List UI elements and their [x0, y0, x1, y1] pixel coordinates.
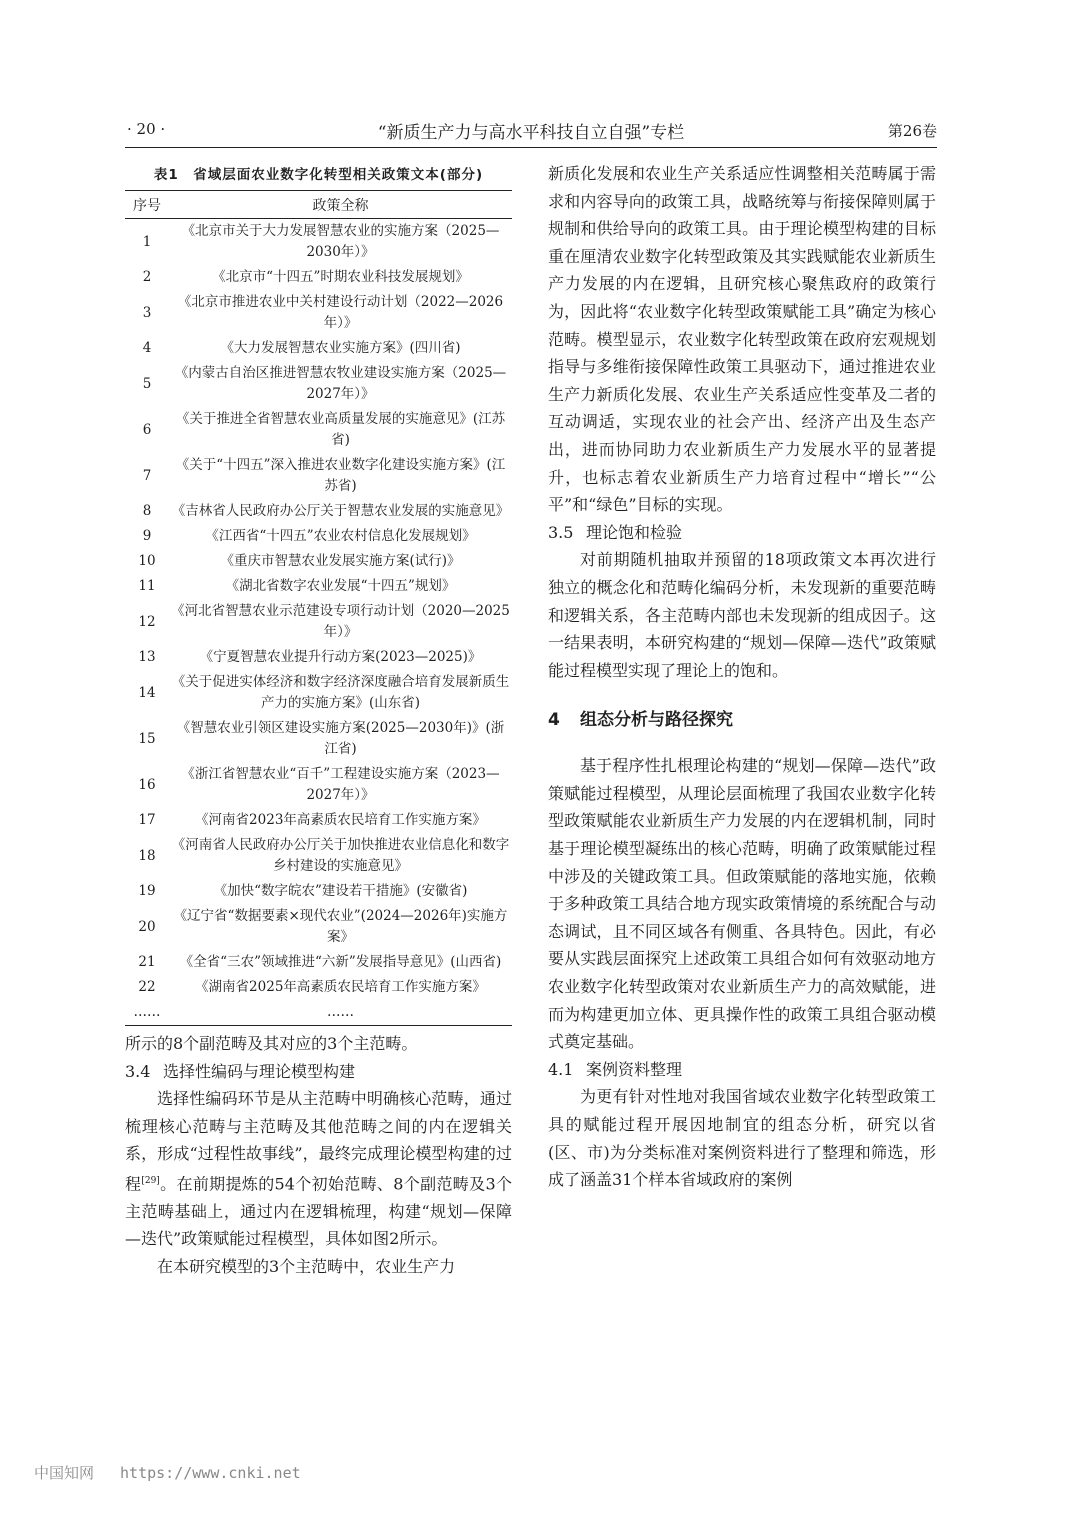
section-4-title: 组态分析与路径探究	[580, 710, 733, 731]
row-index: 3	[142, 304, 152, 321]
row-policy-name: 《河南省人民政府办公厅关于加快推进农业信息化和数字乡村建设的实施意见》	[171, 837, 510, 874]
table-row	[125, 975, 512, 1000]
running-header	[125, 116, 937, 146]
cnki-url[interactable]: https://www.cnki.net	[120, 1464, 301, 1482]
table-row	[125, 808, 512, 833]
row-policy-name: 《河南省2023年高素质农民培育工作实施方案》	[195, 812, 486, 828]
row-index: 6	[142, 421, 152, 438]
row-policy-name: 《北京市“十四五”时期农业科技发展规划》	[212, 269, 469, 285]
section-3-4-title: 选择性编码与理论模型构建	[163, 1061, 356, 1081]
section-3-5-title: 理论饱和检验	[586, 522, 683, 542]
table-row	[125, 716, 512, 762]
table-row	[125, 950, 512, 975]
footer-watermark	[34, 1462, 301, 1483]
right-paragraph-2: 对前期随机抽取并预留的18项政策文本再次进行独立的概念化和范畴化编码分析，未发现新的重要范畴和逻辑关系，各主范畴内部也未发现新的组成因子。这一结果表明，本研究构建的“规划—保障—迭代”政策赋能过程模型实现了理论上的饱和。	[548, 550, 936, 680]
row-policy-name: 《智慧农业引领区建设实施方案(2025—2030年)》(浙江省)	[176, 720, 505, 757]
header-rule	[125, 147, 937, 148]
row-policy-name: 《吉林省人民政府办公厅关于智慧农业发展的实施意见》	[171, 503, 510, 519]
row-policy-name: ……	[169, 1000, 512, 1026]
citation-29: [29]	[141, 1175, 160, 1186]
table-row	[125, 407, 512, 453]
row-policy-name: 《关于推进全省智慧农业高质量发展的实施意见》(江苏省)	[175, 411, 506, 448]
row-index: 22	[138, 979, 156, 995]
right-paragraph-3: 基于程序性扎根理论构建的“规划—保障—迭代”政策赋能过程模型，从理论层面梳理了我国农业数字化转型政策赋能农业新质生产力发展的内在逻辑机制，同时基于理论模型凝练出的核心范畴，明确了政策赋能过程中涉及的关键政策工具。但政策赋能的落地实施，依赖于多种政策工具结合地方现实政策情境的系统配合与动态调试，且不同区域各有侧重、各具特色。因此，有必要从实践层面探究上述政策工具组合如何有效驱动地方农业数字化转型政策对农业新质生产力的高效赋能，进而为构建更加立体、更具操作性的政策工具组合驱动模式奠定基础。	[548, 756, 936, 1052]
left-paragraph-2-a: 选择性编码环节是从主范畴中明确核心范畴，通过梳理核心范畴与主范畴及其他范畴之间的内在逻辑关系，形成“过程性故事线”，最终完成理论模型构建的过程	[125, 1089, 512, 1194]
policy-table	[125, 190, 512, 1026]
row-index: 17	[138, 812, 156, 828]
row-policy-name: 《北京市推进农业中关村建设行动计划（2022—2026年）》	[177, 294, 504, 331]
page-number: · 20 ·	[127, 120, 166, 138]
row-policy-name: 《浙江省智慧农业“百千”工程建设实施方案（2023—2027年）》	[181, 766, 500, 803]
section-3-5-heading	[548, 519, 936, 547]
left-paragraph-3: 在本研究模型的3个主范畴中，农业生产力	[157, 1257, 456, 1277]
table-row	[125, 645, 512, 670]
right-column	[548, 160, 936, 1194]
row-index: 1	[142, 233, 152, 250]
row-policy-name: 《全省“三农”领域推进“六新”发展指导意见》(山西省)	[179, 954, 502, 970]
row-index: 13	[138, 649, 156, 665]
table-row	[125, 549, 512, 574]
table-row	[125, 599, 512, 645]
section-4-1-heading	[548, 1056, 936, 1084]
section-4-number: 4	[548, 710, 560, 731]
table-row	[125, 904, 512, 950]
row-index: 9	[142, 528, 152, 544]
row-index: 10	[138, 553, 156, 569]
row-index: 16	[138, 776, 156, 793]
row-index: 2	[142, 269, 152, 285]
right-paragraph-1: 新质化发展和农业生产关系适应性调整相关范畴属于需求和内容导向的政策工具，战略统筹与衔接保障则属于规制和供给导向的政策工具。由于理论模型构建的目标重在厘清农业数字化转型政策及其实践赋能农业新质生产力发展的内在逻辑，且研究核心聚焦政府的政策行为，因此将“农业数字化转型政策赋能工具”确定为核心范畴。模型显示，农业数字化转型政策在政府宏观规划指导与多维衔接保障性政策工具驱动下，通过推进农业生产力新质化发展、农业生产关系适应性变革及二者的互动调适，实现农业的社会产出、经济产出及生态产出，进而协同助力农业新质生产力发展水平的显著提升，也标志着农业新质生产力培育过程中“增长”“公平”和“绿色”目标的实现。	[548, 164, 936, 515]
row-policy-name: 《宁夏智慧农业提升行动方案(2023—2025)》	[199, 649, 482, 665]
row-index: 21	[138, 954, 156, 970]
row-index: 20	[138, 918, 156, 935]
row-policy-name: 《重庆市智慧农业发展实施方案(试行)》	[220, 553, 461, 569]
section-4-heading	[548, 706, 936, 734]
row-index: ……	[125, 1000, 169, 1026]
row-index: 11	[138, 578, 156, 594]
row-policy-name: 《加快“数字皖农”建设若干措施》(安徽省)	[213, 883, 468, 899]
table-row	[125, 265, 512, 290]
table-row	[125, 1000, 512, 1026]
row-index: 7	[142, 467, 152, 484]
section-3-4-number: 3.4	[125, 1061, 151, 1081]
row-index: 4	[142, 340, 152, 356]
table-row	[125, 499, 512, 524]
table-row	[125, 336, 512, 361]
table-row	[125, 574, 512, 599]
section-4-1-number: 4.1	[548, 1059, 574, 1079]
section-3-4-heading	[125, 1058, 512, 1086]
row-policy-name: 《辽宁省“数据要素×现代农业”(2024—2026年)实施方案》	[173, 908, 508, 945]
section-3-5-number: 3.5	[548, 522, 574, 542]
row-policy-name: 《内蒙古自治区推进智慧农牧业建设实施方案（2025—2027年）》	[174, 365, 507, 402]
table-row	[125, 879, 512, 904]
row-index: 14	[138, 684, 156, 701]
right-paragraph-4: 为更有针对性地对我国省域农业数字化转型政策工具的赋能过程开展因地制宜的组态分析，研究以省(区、市)为分类标准对案例资料进行了整理和筛选，形成了涵盖31个样本省域政府的案例	[548, 1087, 936, 1190]
row-policy-name: 《关于“十四五”深入推进农业数字化建设实施方案》(江苏省)	[175, 457, 506, 494]
table-row	[125, 524, 512, 549]
row-policy-name: 《大力发展智慧农业实施方案》(四川省)	[220, 340, 461, 356]
table-header-name: 政策全称	[169, 191, 512, 219]
row-policy-name: 《北京市关于大力发展智慧农业的实施方案（2025—2030年）》	[181, 223, 500, 260]
table-row	[125, 833, 512, 879]
table-row	[125, 361, 512, 407]
row-index: 8	[142, 503, 152, 519]
table-row	[125, 670, 512, 716]
left-paragraph-2-b: 。在前期提炼的54个初始范畴、8个副范畴及3个主范畴基础上，通过内在逻辑梳理，构建“规划—保障—迭代”政策赋能过程模型，具体如图2所示。	[125, 1174, 512, 1249]
table-header-index: 序号	[125, 191, 169, 219]
section-4-1-title: 案例资料整理	[586, 1059, 683, 1079]
cnki-brand: 中国知网	[34, 1464, 95, 1482]
row-index: 5	[142, 375, 152, 392]
left-paragraph-2	[125, 1085, 512, 1253]
row-policy-name: 《江西省“十四五”农业农村信息化发展规划》	[205, 528, 476, 544]
column-title: “新质生产力与高水平科技自立自强”专栏	[377, 123, 685, 143]
row-policy-name: 《湖北省数字农业发展“十四五”规划》	[225, 578, 456, 594]
row-index: 12	[138, 613, 156, 630]
volume-label: 第26卷	[887, 122, 937, 140]
left-column	[125, 160, 512, 1281]
row-index: 18	[138, 847, 156, 864]
table-row	[125, 762, 512, 808]
row-index: 19	[138, 883, 156, 899]
table-caption: 表1 省域层面农业数字化转型相关政策文本(部分)	[153, 167, 484, 183]
left-paragraph-1: 所示的8个副范畴及其对应的3个主范畴。	[125, 1034, 418, 1053]
table-row	[125, 290, 512, 336]
row-index: 15	[138, 730, 156, 747]
row-policy-name: 《关于促进实体经济和数字经济深度融合培育发展新质生产力的实施方案》(山东省)	[171, 674, 510, 711]
row-policy-name: 《河北省智慧农业示范建设专项行动计划（2020—2025年）》	[171, 603, 510, 640]
policy-table-body	[125, 219, 512, 1026]
table-row	[125, 219, 512, 266]
row-policy-name: 《湖南省2025年高素质农民培育工作实施方案》	[195, 979, 486, 995]
table-row	[125, 453, 512, 499]
